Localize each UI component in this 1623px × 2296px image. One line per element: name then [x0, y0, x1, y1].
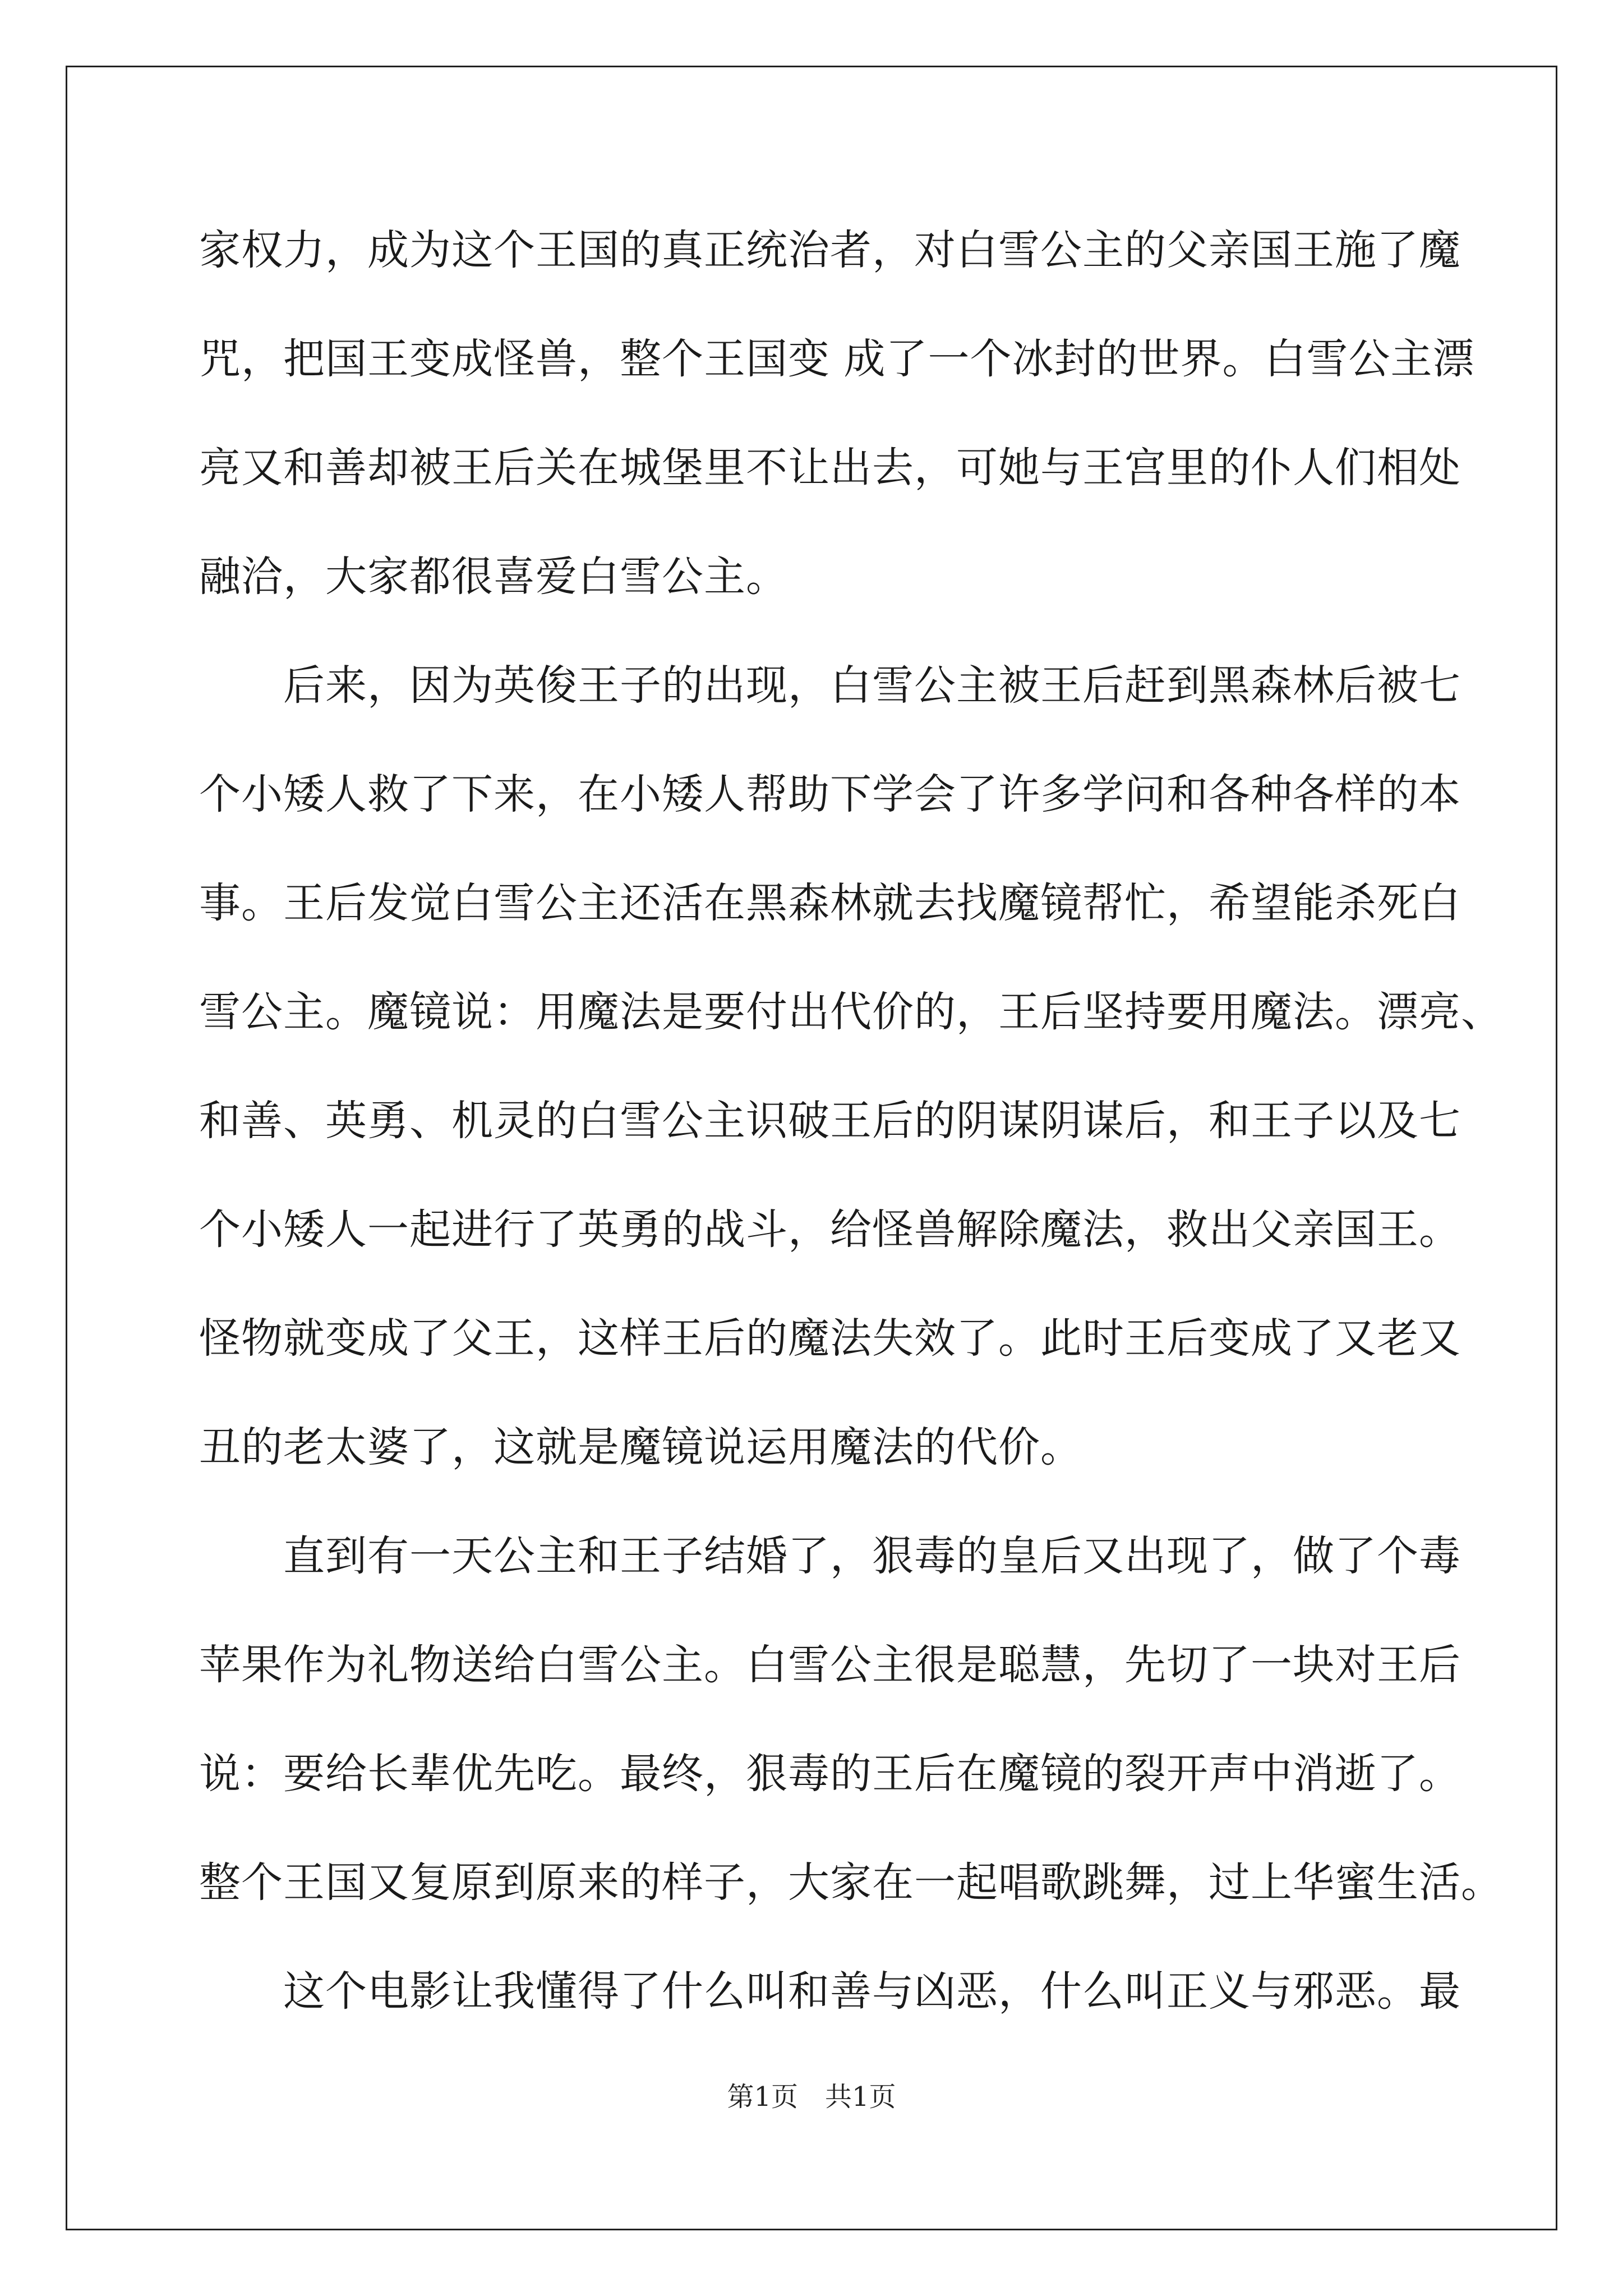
- text-line: 个小矮人一起进行了英勇的战斗，给怪兽解除魔法，救出父亲国王。: [199, 1205, 1461, 1254]
- text-line: 这个电影让我懂得了什么叫和善与凶恶，什么叫正义与邪恶。最: [199, 1967, 1461, 2016]
- text-line: 后来，因为英俊王子的出现，白雪公主被王后赶到黑森林后被七: [199, 661, 1461, 710]
- text-line: 个小矮人救了下来，在小矮人帮助下学会了许多学问和各种各样的本: [199, 770, 1461, 818]
- text-line: 事。王后发觉白雪公主还活在黑森林就去找魔镜帮忙，希望能杀死白: [199, 879, 1461, 927]
- text-line: 说：要给长辈优先吃。最终，狠毒的王后在魔镜的裂开声中消逝了。: [199, 1750, 1461, 1798]
- text-line: 雪公主。魔镜说：用魔法是要付出代价的，王后坚持要用魔法。漂亮、: [199, 988, 1503, 1036]
- text-line: 咒，把国王变成怪兽，整个王国变 成了一个冰封的世界。白雪公主漂: [199, 335, 1475, 383]
- text-line: 直到有一天公主和王子结婚了，狠毒的皇后又出现了，做了个毒: [199, 1532, 1461, 1580]
- page-number-footer: 第1页 共1页: [727, 2081, 896, 2113]
- text-line: 苹果作为礼物送给白雪公主。白雪公主很是聪慧，先切了一块对王后: [199, 1641, 1461, 1689]
- text-line: 亮又和善却被王后关在城堡里不让出去，可她与王宫里的仆人们相处: [199, 444, 1461, 492]
- text-line: 家权力，成为这个王国的真正统治者，对白雪公主的父亲国王施了魔: [199, 226, 1461, 274]
- text-line: 整个王国又复原到原来的样子，大家在一起唱歌跳舞，过上华蜜生活。: [199, 1858, 1503, 1907]
- text-line: 融洽，大家都很喜爱白雪公主。: [199, 553, 788, 601]
- text-line: 怪物就变成了父王，这样王后的魔法失效了。此时王后变成了又老又: [199, 1314, 1461, 1363]
- text-line: 和善、英勇、机灵的白雪公主识破王后的阴谋阴谋后，和王子以及七: [199, 1097, 1461, 1145]
- text-line: 丑的老太婆了，这就是魔镜说运用魔法的代价。: [199, 1423, 1082, 1471]
